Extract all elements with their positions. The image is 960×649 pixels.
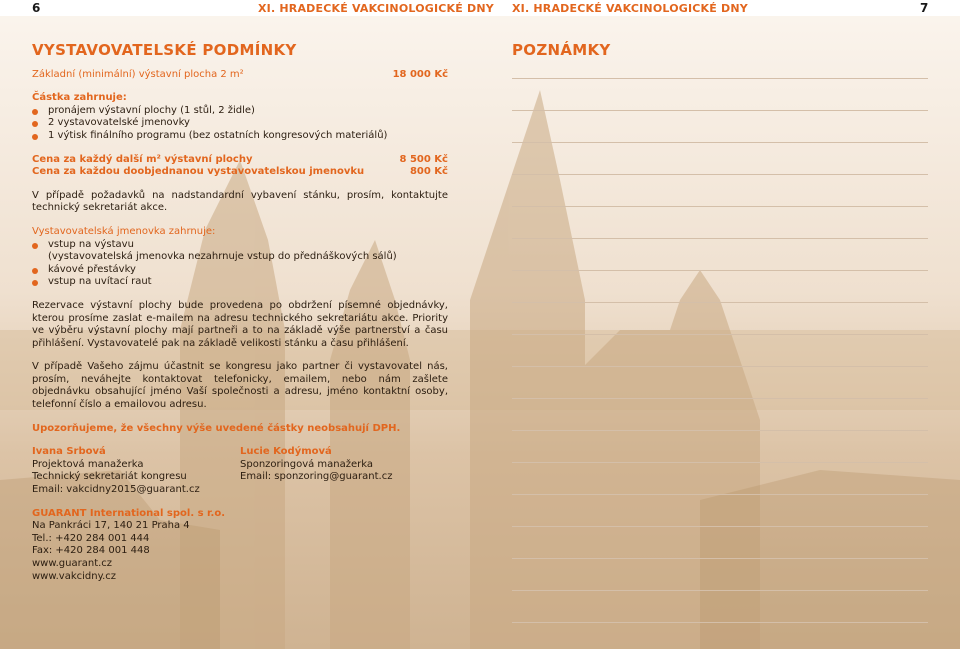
- note-line: [512, 302, 928, 303]
- contact-email[interactable]: Email: sponzoring@guarant.cz: [240, 471, 393, 483]
- base-area-row: [32, 69, 448, 82]
- contacts: [32, 446, 448, 496]
- note-line: [512, 366, 928, 367]
- note-line: [512, 270, 928, 271]
- list-item: kávové přestávky: [32, 264, 448, 277]
- note-line: [512, 238, 928, 239]
- list-item: 1 výtisk finálního programu (bez ostatních kongresových materiálů): [32, 130, 448, 143]
- nonstandard-paragraph: V případě požadavků na nadstandardní vybavení stánku, prosím, kontaktujte technický sekretariát akce.: [32, 189, 448, 214]
- company-fax: Fax: +420 284 001 448: [32, 545, 150, 557]
- company-address: Na Pankráci 17, 140 21 Praha 4: [32, 520, 190, 532]
- note-line: [512, 430, 928, 431]
- note-line: [512, 558, 928, 559]
- note-line: [512, 526, 928, 527]
- event-website-link[interactable]: www.vakcidny.cz: [32, 570, 117, 582]
- company-phone: Tel.: +420 284 001 444: [32, 532, 150, 544]
- note-line: [512, 590, 928, 591]
- extra-price-row: [32, 166, 448, 179]
- note-line: [512, 622, 928, 623]
- note-line: [512, 462, 928, 463]
- note-line: [512, 78, 928, 79]
- extra-price-value: 800 Kč: [409, 166, 448, 178]
- base-area-label: Základní (minimální) výstavní plocha 2 m²: [32, 68, 244, 80]
- extra-price-label: Cena za každou doobjednanou vystavovatelskou jmenovku: [32, 166, 365, 178]
- notes-title: POZNÁMKY: [512, 41, 611, 59]
- right-page: [512, 41, 928, 69]
- note-line: [512, 494, 928, 495]
- company-name: GUARANT International spol. s r.o.: [32, 507, 226, 519]
- note-line: [512, 174, 928, 175]
- company-website-link[interactable]: www.guarant.cz: [32, 558, 113, 569]
- badge-note: (vystavovatelská jmenovka nezahrnuje vstup do přednáškových sálů): [48, 251, 397, 263]
- extra-price-row: [32, 154, 448, 167]
- list-item: pronájem výstavní plochy (1 stůl, 2 židle): [32, 105, 448, 118]
- note-line: [512, 206, 928, 207]
- extra-price-label: Cena za každý další m² výstavní plochy: [32, 153, 253, 165]
- list-item: vstup na výstavu: [32, 239, 448, 252]
- badge-heading: Vystavovatelská jmenovka zahrnuje:: [32, 225, 216, 237]
- header-bar: [0, 0, 960, 16]
- interest-paragraph: V případě Vašeho zájmu účastnit se kongresu jako partner či vystavovatel nás, prosím, neváhejte kontaktovat telefonicky, emailem, nebo nám zašlete objednávku obsahující jméno Vaší společnosti a adresu, jméno kontaktní osoby, telefonní číslo a emailovou adresu.: [32, 361, 448, 411]
- list-item: vstup na uvítací raut: [32, 276, 448, 289]
- contact-name: Ivana Srbová: [32, 446, 106, 458]
- left-running-title: XI. HRADECKÉ VAKCINOLOGICKÉ DNY: [258, 2, 494, 15]
- contact-line: Projektová manažerka: [32, 458, 144, 470]
- contact-line: Sponzoringová manažerka: [240, 458, 374, 470]
- extra-price-value: 8 500 Kč: [399, 153, 448, 165]
- contact-email[interactable]: Email: vakcidny2015@guarant.cz: [32, 484, 200, 496]
- base-area-price: 18 000 Kč: [392, 68, 448, 80]
- right-page-number: 7: [920, 1, 929, 15]
- right-running-title: XI. HRADECKÉ VAKCINOLOGICKÉ DNY: [512, 2, 748, 15]
- contact-card: [32, 446, 240, 496]
- list-item: 2 vystavovatelské jmenovky: [32, 117, 448, 130]
- contact-card: [240, 446, 448, 496]
- note-line: [512, 142, 928, 143]
- left-page: [32, 41, 448, 583]
- includes-heading: Částka zahrnuje:: [32, 92, 127, 104]
- contact-line: Technický sekretariát kongresu: [32, 471, 187, 483]
- note-line: [512, 334, 928, 335]
- page-title: VYSTAVOVATELSKÉ PODMÍNKY: [32, 41, 297, 59]
- note-line: [512, 398, 928, 399]
- vat-note: Upozorňujeme, že všechny výše uvedené částky neobsahují DPH.: [32, 422, 401, 434]
- reservation-paragraph: Rezervace výstavní plochy bude provedena po obdržení písemné objednávky, kterou prosíme zaslat e-mailem na adresu technického sekretariátu akce. Priority ve výběru výstavní plochy mají partneři a to na základě výše partnerství a času přihlášení. Vystavovatelé pak na základě velikosti stánku a času přihlášení.: [32, 299, 448, 349]
- left-page-number: 6: [32, 1, 41, 15]
- contact-name: Lucie Kodýmová: [240, 446, 332, 458]
- note-line: [512, 110, 928, 111]
